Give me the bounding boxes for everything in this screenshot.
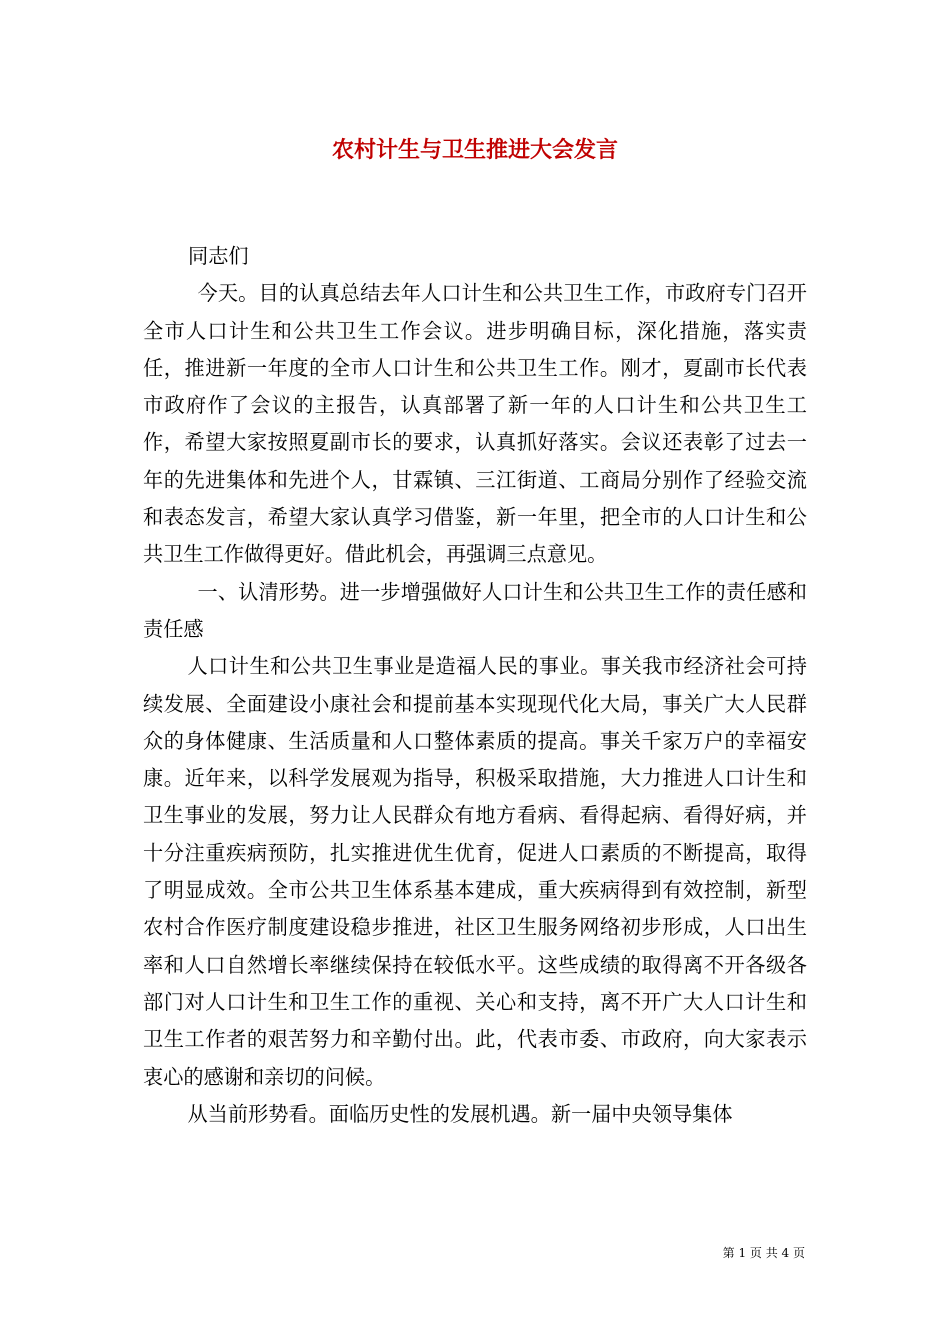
paragraph-achievements: 人口计生和公共卫生事业是造福人民的事业。事关我市经济社会可持续发展、全面建设小康社会和提前基本实现现代化大局，事关广大人民群众的身体健康、生活质量和人口整体素质的提高。事关千家万户的幸福安康。近年来，以科学发展观为指导，积极采取措施，大力推进人口计生和卫生事业的发展，努力让人民群众有地方看病、看得起病、看得好病，并十分注重疾病预防，扎实推进优生优育，促进人口素质的不断提高，取得了明显成效。全市公共卫生体系基本建成，重大疾病得到有效控制，新型农村合作医疗制度建设稳步推进，社区卫生服务网络初步形成，人口出生率和人口自然增长率继续保持在较低水平。这些成绩的取得离不开各级各部门对人口计生和卫生工作的重视、关心和支持，离不开广大人口计生和卫生工作者的艰苦努力和辛勤付出。此，代表市委、市政府，向大家表示衷心的感谢和亲切的问候。	[143, 654, 807, 1089]
page-number: 第 1 页 共 4 页	[722, 1246, 805, 1260]
paragraph-intro: 今天。目的认真总结去年人口计生和公共卫生工作，市政府专门召开全市人口计生和公共卫生工作会议。进步明确目标，深化措施，落实责任，推进新一年度的全市人口计生和公共卫生工作。刚才，夏副市长代表市政府作了会议的主报告，认真部署了新一年的人口计生和公共卫生工作，希望大家按照夏副市长的要求，认真抓好落实。会议还表彰了过去一年的先进集体和先进个人，甘霖镇、三江街道、工商局分别作了经验交流和表态发言，希望大家认真学习借鉴，新一年里，把全市的人口计生和公共卫生工作做得更好。借此机会，再强调三点意见。	[143, 281, 807, 567]
section-heading-1: 一、认清形势。进一步增强做好人口计生和公共卫生工作的责任感和责任感	[143, 579, 807, 641]
document-body	[143, 238, 807, 1133]
salutation: 同志们	[188, 244, 249, 268]
paragraph-situation: 从当前形势看。面临历史性的发展机遇。新一届中央领导集体	[187, 1101, 733, 1126]
document-title: 农村计生与卫生推进大会发言	[331, 138, 618, 163]
